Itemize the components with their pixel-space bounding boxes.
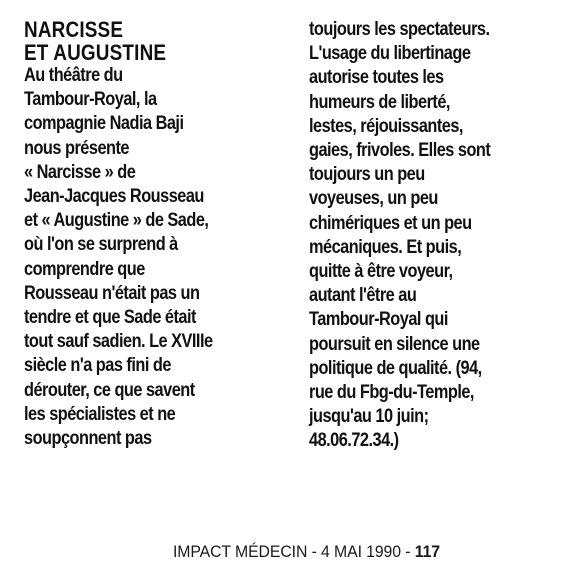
text-line: nous présente bbox=[24, 137, 129, 159]
text-line: Au théâtre du bbox=[24, 65, 123, 86]
text-line: rue du Fbg-du-Temple, bbox=[309, 382, 474, 404]
text-line: compagnie Nadia Baji bbox=[24, 113, 184, 135]
text-line: autant l'être au bbox=[309, 285, 417, 307]
text-line: comprendre que bbox=[24, 258, 145, 280]
text-line: et « Augustine » de Sade, bbox=[24, 210, 209, 232]
page-footer bbox=[173, 542, 440, 562]
text-line: autorise toutes les bbox=[309, 67, 444, 89]
text-line: humeurs de liberté, bbox=[309, 91, 450, 113]
text-line: tendre et que Sade était bbox=[24, 307, 196, 329]
text-line: lestes, réjouissantes, bbox=[309, 115, 463, 137]
article bbox=[24, 18, 554, 478]
right-column bbox=[309, 18, 534, 454]
publication-line: IMPACT MÉDECIN - 4 MAI 1990 - bbox=[173, 542, 415, 561]
page-number: 117 bbox=[414, 542, 440, 561]
text-line: quitte à être voyeur, bbox=[309, 261, 453, 283]
text-line: mécaniques. Et puis, bbox=[309, 236, 462, 258]
text-line: tout sauf sadien. Le XVIIIe bbox=[24, 331, 213, 353]
headline-line: ET AUGUSTINE bbox=[24, 40, 167, 65]
left-column bbox=[24, 18, 249, 478]
text-line: L'usage du libertinage bbox=[309, 43, 471, 65]
text-line: poursuit en silence une bbox=[309, 333, 480, 355]
left-body-text bbox=[24, 64, 249, 451]
text-line: soupçonnent pas bbox=[24, 428, 152, 450]
text-line: voyeuses, un peu bbox=[309, 188, 438, 210]
text-line: jusqu'au 10 juin; bbox=[309, 406, 429, 428]
headline bbox=[24, 18, 249, 64]
text-line: dérouter, ce que savent bbox=[24, 379, 195, 401]
text-line: toujours les spectateurs. bbox=[309, 19, 490, 40]
text-line: les spécialistes et ne bbox=[24, 403, 176, 425]
text-line: chimériques et un peu bbox=[309, 212, 472, 234]
text-line: Tambour-Royal qui bbox=[309, 309, 448, 331]
text-line: 48.06.72.34.) bbox=[309, 430, 399, 452]
text-line: politique de qualité. (94, bbox=[309, 357, 482, 379]
headline-line: NARCISSE bbox=[24, 17, 124, 42]
text-line: gaies, frivoles. Elles sont bbox=[309, 140, 491, 162]
text-line: Rousseau n'était pas un bbox=[24, 282, 200, 304]
text-line: toujours un peu bbox=[309, 164, 425, 186]
text-line: Jean-Jacques Rousseau bbox=[24, 186, 204, 208]
text-line: siècle n'a pas fini de bbox=[24, 355, 171, 377]
text-line: Tambour-Royal, la bbox=[24, 89, 157, 111]
text-line: « Narcisse » de bbox=[24, 161, 136, 183]
text-line: où l'on se surprend à bbox=[24, 234, 178, 256]
